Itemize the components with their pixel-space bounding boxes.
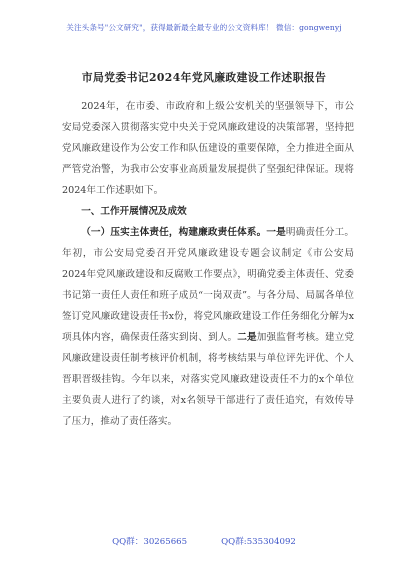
footer — [0, 535, 408, 547]
qq-group-1: QQ群：30265665 — [112, 537, 188, 547]
point-one-marker: 一是 — [266, 227, 286, 238]
top-banner: 关注头条号"公文研究"，获得最新最全最专业的公文资料库！ 微信：gongwenyj — [66, 23, 342, 32]
paragraph-lead: （一）压实主体责任，构建廉政责任体系。 — [81, 227, 267, 238]
point-two-marker: 二是 — [237, 332, 257, 343]
section-heading: 一、工作开展情况及成效 — [81, 206, 187, 217]
point-one-text: 明确责任分工。年初，市公安局党委召开党风廉政建设专题会议制定《市公安局2024年党风廉政建设和反腐败工作要点》，明确党委主体责任、党委书记第一责任人责任和班子成员“一岗双责”。与各分局、局属各单位签订党风廉政建设责任书x份，将党风廉政建设工作任务细化分解为x项具体内容，确保责任落实到岗、到人。 — [62, 227, 355, 343]
document-body — [62, 96, 354, 432]
body-paragraph — [62, 222, 354, 432]
point-two-text: 加强监督考核。建立党风廉政建设责任制考核评价机制，将考核结果与单位评先评优、个人晋职晋级挂钩。今年以来，对落实党风廉政建设责任不力的x个单位主要负责人进行了约谈，对x名领导干部进行了责任追究，有效传导了压力，推动了责任落实。 — [62, 332, 355, 427]
document-title: 市局党委书记2024年党风廉政建设工作述职报告 — [81, 71, 327, 84]
intro-paragraph: 2024年，在市委、市政府和上级公安机关的坚强领导下，市公安局党委深入贯彻落实党中央关于党风廉政建设的决策部署，坚持把党风廉政建设作为公安工作和队伍建设的重要保障，全力推进全面从严管党治警，为我市公安事业高质量发展提供了坚强纪律保证。现将2024年工作述职如下。 — [62, 101, 354, 196]
qq-group-2: QQ群:535304092 — [221, 537, 296, 547]
